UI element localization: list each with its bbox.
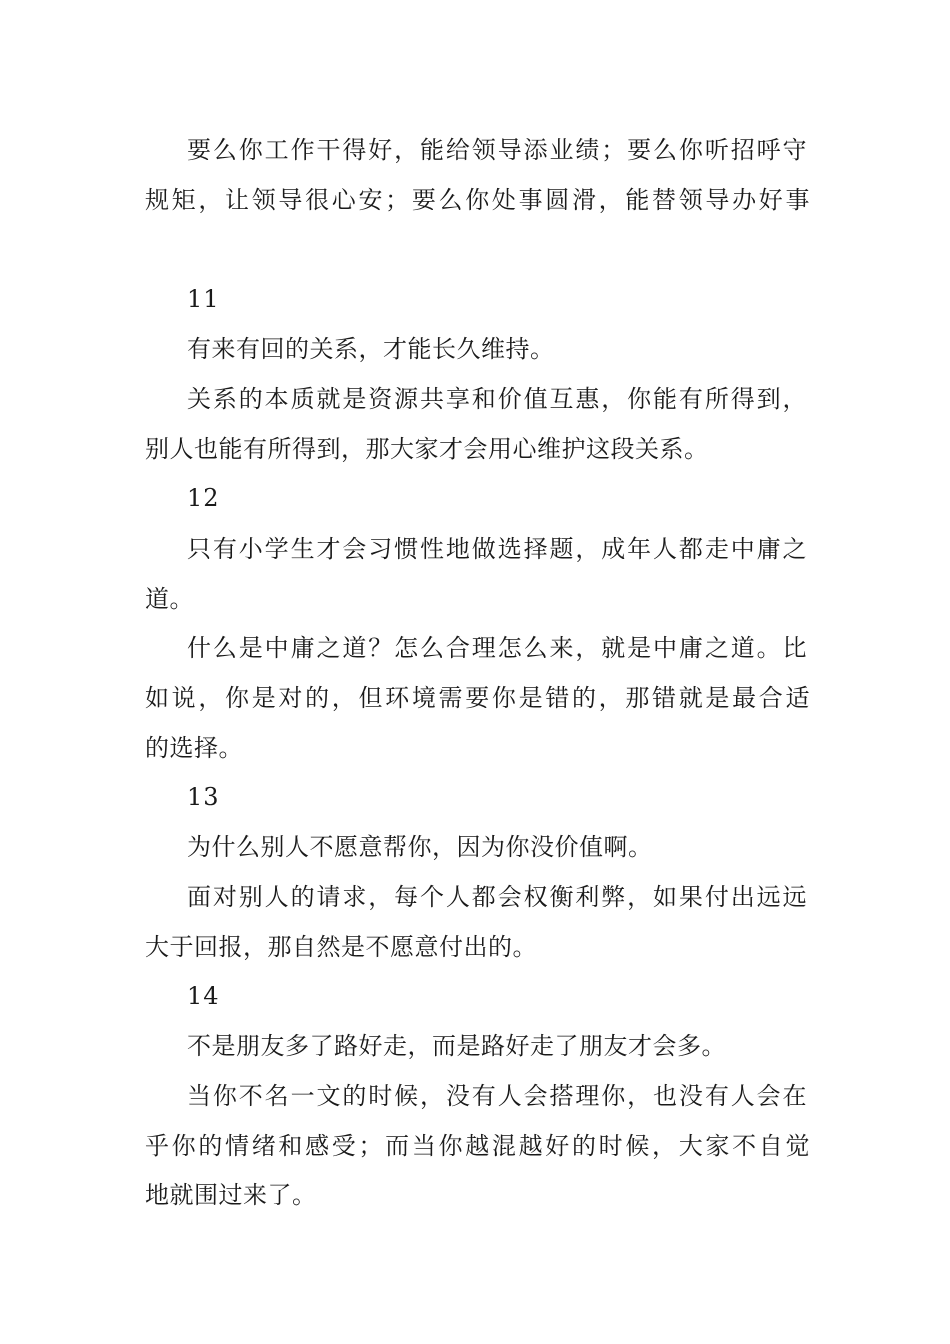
section-number-13: 13: [187, 783, 220, 811]
paragraph-line-10: 的选择。: [145, 734, 243, 762]
paragraph-line-12: 面对别人的请求，每个人都会权衡利弊，如果付出远远: [187, 883, 807, 911]
paragraph-line-1: 要么你工作干得好，能给领导添业绩；要么你听招呼守: [187, 136, 807, 164]
section-number-14: 14: [187, 982, 220, 1010]
paragraph-line-7: 道。: [145, 585, 194, 613]
paragraph-line-9: 如说，你是对的，但环境需要你是错的，那错就是最合适: [145, 684, 810, 712]
paragraph-line-4: 关系的本质就是资源共享和价值互惠，你能有所得到，: [187, 385, 807, 413]
paragraph-line-6: 只有小学生才会习惯性地做选择题，成年人都走中庸之: [187, 535, 807, 563]
section-number-11: 11: [187, 285, 220, 313]
paragraph-line-8: 什么是中庸之道？怎么合理怎么来，就是中庸之道。比: [187, 634, 807, 662]
paragraph-line-5: 别人也能有所得到，那大家才会用心维护这段关系。: [145, 435, 709, 463]
paragraph-line-11: 为什么别人不愿意帮你，因为你没价值啊。: [187, 833, 653, 861]
paragraph-line-2: 规矩，让领导很心安；要么你处事圆滑，能替领导办好事: [145, 186, 810, 214]
paragraph-line-15: 当你不名一文的时候，没有人会搭理你，也没有人会在: [187, 1082, 807, 1110]
paragraph-line-17: 地就围过来了。: [145, 1181, 317, 1209]
paragraph-line-13: 大于回报，那自然是不愿意付出的。: [145, 933, 537, 961]
paragraph-line-14: 不是朋友多了路好走，而是路好走了朋友才会多。: [187, 1032, 726, 1060]
paragraph-line-3: 有来有回的关系，才能长久维持。: [187, 335, 555, 363]
paragraph-line-16: 乎你的情绪和感受；而当你越混越好的时候，大家不自觉: [145, 1132, 810, 1160]
section-number-12: 12: [187, 484, 220, 512]
